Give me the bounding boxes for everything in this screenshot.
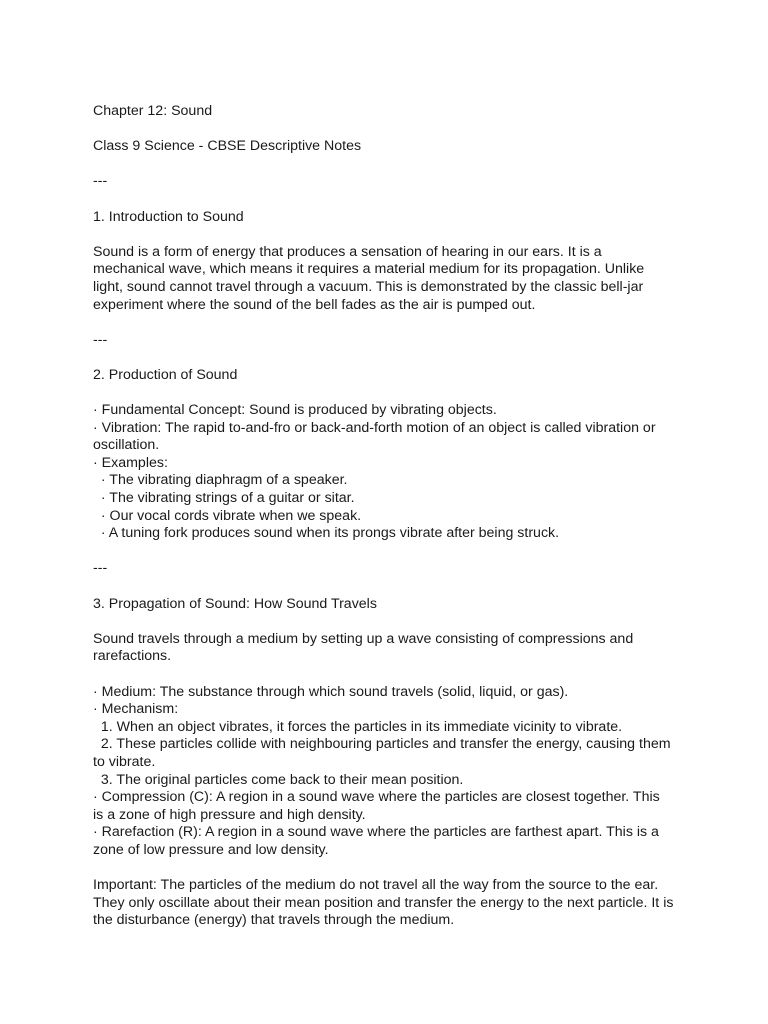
list-item: · The vibrating strings of a guitar or sitar. [93,490,355,507]
production-list [93,402,683,543]
list-item: · Examples: [93,454,168,471]
document-subtitle: Class 9 Science - CBSE Descriptive Notes [93,138,362,155]
spacer [93,613,683,631]
document-page [93,103,683,930]
paragraph-line: They only oscillate about their mean position and transfer the energy to the next particle. It is [93,894,674,911]
list-item: is a zone of high pressure and high density. [93,806,366,823]
paragraph-line: mechanical wave, which means it requires a material medium for its propagation. Unlike [93,261,645,278]
section-heading-propagation: 3. Propagation of Sound: How Sound Travels [93,595,377,612]
spacer [93,666,683,684]
spacer [93,860,683,878]
list-item: · Mechanism: [93,701,179,718]
list-item: oscillation. [93,437,160,454]
paragraph-line: Important: The particles of the medium do not travel all the way from the source to the ear. [93,877,659,894]
spacer [93,121,683,139]
spacer [93,226,683,244]
list-item: 1. When an object vibrates, it forces the particles in its immediate vicinity to vibrate. [93,718,623,735]
chapter-title: Chapter 12: Sound [93,103,213,119]
spacer [93,385,683,403]
section-heading-introduction: 1. Introduction to Sound [93,208,244,225]
paragraph-line: experiment where the sound of the bell fades as the air is pumped out. [93,296,536,313]
separator: --- [93,173,108,190]
list-item: · Medium: The substance through which sound travels (solid, liquid, or gas). [93,683,569,700]
list-item: · Rarefaction (R): A region in a sound wave where the particles are farthest apart. This is a [93,824,659,841]
paragraph-line: Sound travels through a medium by setting up a wave consisting of compressions and [93,630,634,647]
separator: --- [93,331,108,348]
paragraph-line: light, sound cannot travel through a vacuum. This is demonstrated by the classic bell-jar [93,278,644,295]
spacer [93,156,683,174]
paragraph-line: rarefactions. [93,648,172,665]
list-item: · Our vocal cords vibrate when we speak. [93,507,362,524]
list-item: · A tuning fork produces sound when its prongs vibrate after being struck. [93,525,560,542]
list-item: · Vibration: The rapid to-and-fro or back-and-forth motion of an object is called vibration or [93,419,656,436]
list-item: zone of low pressure and low density. [93,841,329,858]
list-item: · Fundamental Concept: Sound is produced by vibrating objects. [93,402,497,419]
list-item: · Compression (C): A region in a sound wave where the particles are closest together. This [93,789,660,806]
spacer [93,578,683,596]
list-item: 2. These particles collide with neighbouring particles and transfer the energy, causing them [93,736,671,753]
paragraph-line: Sound is a form of energy that produces a sensation of hearing in our ears. It is a [93,243,602,260]
list-item: 3. The original particles come back to their mean position. [93,771,464,788]
list-item: · The vibrating diaphragm of a speaker. [93,472,348,489]
introduction-paragraph [93,244,683,314]
separator: --- [93,560,108,577]
propagation-intro [93,631,683,666]
spacer [93,543,683,561]
important-note [93,877,683,930]
spacer [93,349,683,367]
spacer [93,191,683,209]
paragraph-line: the disturbance (energy) that travels through the medium. [93,912,455,929]
section-heading-production: 2. Production of Sound [93,366,238,383]
propagation-list [93,684,683,860]
list-item: to vibrate. [93,753,156,770]
spacer [93,314,683,332]
